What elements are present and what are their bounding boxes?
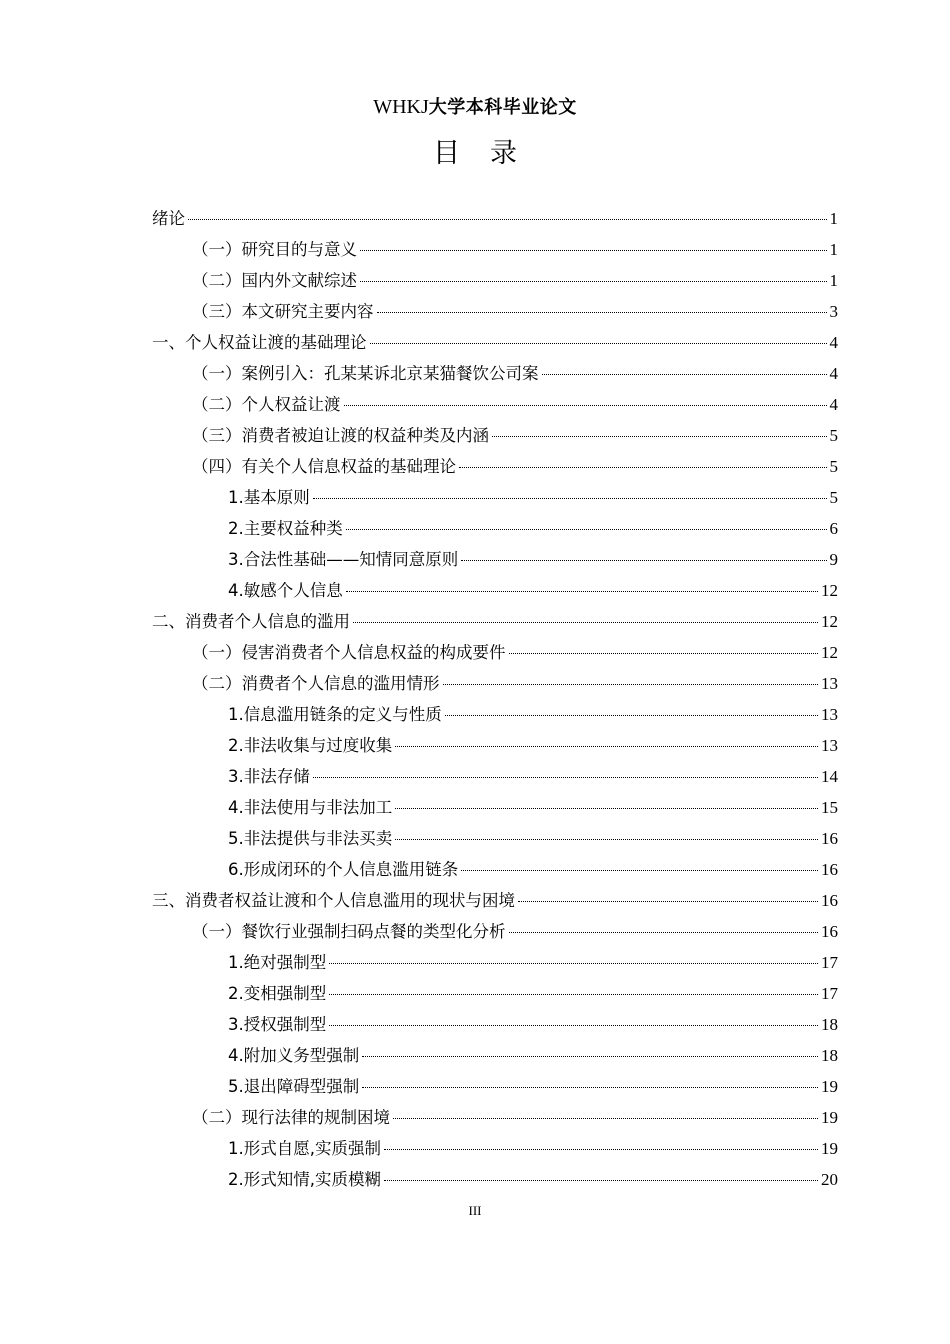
toc-entry-page: 17 (821, 953, 838, 972)
toc-entry[interactable] (152, 451, 838, 482)
toc-entry[interactable] (152, 1009, 838, 1040)
toc-entry-page: 15 (821, 798, 838, 817)
toc-entry[interactable] (152, 327, 838, 358)
dot-leader (370, 343, 827, 344)
table-of-contents (152, 203, 838, 1195)
toc-entry[interactable] (152, 947, 838, 978)
dot-leader (384, 1149, 818, 1150)
toc-entry[interactable] (152, 606, 838, 637)
toc-entry[interactable] (152, 513, 838, 544)
toc-entry[interactable] (152, 916, 838, 947)
toc-entry-title: 1.信息滥用链条的定义与性质 (228, 705, 442, 724)
toc-entry-title: （二）消费者个人信息的滥用情形 (192, 674, 440, 693)
toc-entry-page: 12 (821, 581, 838, 600)
dot-leader (445, 715, 818, 716)
toc-entry-title: 2.变相强制型 (228, 984, 327, 1003)
toc-entry-page: 16 (821, 860, 838, 879)
page-header (0, 94, 950, 121)
toc-entry-title: （一）研究目的与意义 (192, 240, 357, 259)
toc-entry[interactable] (152, 637, 838, 668)
toc-entry-title: 4.附加义务型强制 (228, 1046, 360, 1065)
header-school-code: WHKJ (373, 96, 429, 118)
toc-entry[interactable] (152, 420, 838, 451)
dot-leader (459, 467, 827, 468)
dot-leader (362, 1056, 818, 1057)
toc-entry-title: 2.非法收集与过度收集 (228, 736, 393, 755)
toc-entry-page: 3 (829, 302, 838, 321)
toc-entry-title: 三、消费者权益让渡和个人信息滥用的现状与困境 (152, 891, 515, 910)
dot-leader (329, 963, 818, 964)
toc-entry[interactable] (152, 761, 838, 792)
dot-leader (313, 498, 827, 499)
dot-leader (362, 1087, 818, 1088)
dot-leader (461, 560, 826, 561)
dot-leader (461, 870, 818, 871)
toc-entry-page: 20 (821, 1170, 838, 1189)
toc-entry[interactable] (152, 203, 838, 234)
dot-leader (395, 746, 818, 747)
toc-entry-title: （四）有关个人信息权益的基础理论 (192, 457, 456, 476)
toc-entry[interactable] (152, 234, 838, 265)
toc-entry[interactable] (152, 885, 838, 916)
toc-entry[interactable] (152, 389, 838, 420)
toc-entry[interactable] (152, 854, 838, 885)
dot-leader (329, 994, 818, 995)
dot-leader (360, 281, 827, 282)
toc-entry-page: 5 (829, 426, 838, 445)
toc-entry-page: 13 (821, 736, 838, 755)
toc-entry-title: 3.授权强制型 (228, 1015, 327, 1034)
toc-entry-title: 6.形成闭环的个人信息滥用链条 (228, 860, 459, 879)
toc-entry-title: 3.非法存储 (228, 767, 310, 786)
toc-entry-page: 1 (829, 271, 838, 290)
toc-entry-page: 9 (829, 550, 838, 569)
toc-entry-title: （三）消费者被迫让渡的权益种类及内涵 (192, 426, 489, 445)
toc-entry-page: 19 (821, 1077, 838, 1096)
toc-entry-title: 二、消费者个人信息的滥用 (152, 612, 350, 631)
toc-entry-page: 19 (821, 1139, 838, 1158)
toc-entry[interactable] (152, 575, 838, 606)
toc-entry-title: 2.形式知情,实质模糊 (228, 1170, 381, 1189)
toc-entry[interactable] (152, 482, 838, 513)
toc-entry-title: （二）现行法律的规制困境 (192, 1108, 390, 1127)
dot-leader (313, 777, 818, 778)
toc-entry[interactable] (152, 296, 838, 327)
toc-entry-title: （二）国内外文献综述 (192, 271, 357, 290)
toc-entry-page: 13 (821, 674, 838, 693)
toc-entry-page: 16 (821, 891, 838, 910)
toc-entry[interactable] (152, 978, 838, 1009)
toc-entry-title: 一、个人权益让渡的基础理论 (152, 333, 367, 352)
toc-entry[interactable] (152, 730, 838, 761)
dot-leader (329, 1025, 818, 1026)
toc-entry[interactable] (152, 358, 838, 389)
toc-entry-page: 14 (821, 767, 838, 786)
dot-leader (509, 653, 819, 654)
dot-leader (518, 901, 818, 902)
dot-leader (188, 219, 827, 220)
toc-entry-title: （一）案例引入：孔某某诉北京某猫餐饮公司案 (192, 364, 539, 383)
toc-entry[interactable] (152, 823, 838, 854)
dot-leader (360, 250, 827, 251)
dot-leader (443, 684, 819, 685)
toc-entry-page: 4 (829, 333, 838, 352)
toc-entry-title: （二）个人权益让渡 (192, 395, 341, 414)
toc-entry-title: 4.敏感个人信息 (228, 581, 343, 600)
toc-entry-page: 17 (821, 984, 838, 1003)
toc-entry-title: （一）餐饮行业强制扫码点餐的类型化分析 (192, 922, 506, 941)
toc-entry-title: 1.绝对强制型 (228, 953, 327, 972)
dot-leader (395, 808, 818, 809)
toc-entry-page: 1 (829, 240, 838, 259)
toc-entry-title: （三）本文研究主要内容 (192, 302, 374, 321)
toc-entry-title: 5.退出障碍型强制 (228, 1077, 360, 1096)
toc-entry-page: 5 (829, 488, 838, 507)
toc-entry-page: 16 (821, 829, 838, 848)
dot-leader (346, 591, 818, 592)
dot-leader (344, 405, 827, 406)
toc-entry[interactable] (152, 1040, 838, 1071)
toc-entry[interactable] (152, 544, 838, 575)
toc-entry-title: 1.形式自愿,实质强制 (228, 1139, 381, 1158)
toc-entry-title: 1.基本原则 (228, 488, 310, 507)
dot-leader (377, 312, 827, 313)
toc-entry-page: 12 (821, 612, 838, 631)
header-title: 大学本科毕业论文 (428, 97, 577, 118)
toc-entry-title: 5.非法提供与非法买卖 (228, 829, 393, 848)
dot-leader (393, 1118, 818, 1119)
toc-entry-page: 12 (821, 643, 838, 662)
toc-entry-page: 1 (829, 209, 838, 228)
toc-entry-page: 19 (821, 1108, 838, 1127)
toc-entry[interactable] (152, 668, 838, 699)
toc-entry-title: 3.合法性基础——知情同意原则 (228, 550, 459, 569)
toc-entry-page: 6 (829, 519, 838, 538)
dot-leader (509, 932, 819, 933)
dot-leader (395, 839, 818, 840)
toc-entry-title: 4.非法使用与非法加工 (228, 798, 393, 817)
toc-entry-page: 4 (829, 395, 838, 414)
dot-leader (346, 529, 827, 530)
toc-title: 目录 (433, 138, 547, 169)
dot-leader (542, 374, 827, 375)
toc-entry[interactable] (152, 1164, 838, 1195)
toc-entry-page: 18 (821, 1046, 838, 1065)
dot-leader (384, 1180, 818, 1181)
page-number: III (468, 1203, 482, 1218)
dot-leader (492, 436, 827, 437)
toc-entry[interactable] (152, 1071, 838, 1102)
toc-entry-page: 13 (821, 705, 838, 724)
toc-entry-page: 5 (829, 457, 838, 476)
toc-entry-title: 2.主要权益种类 (228, 519, 343, 538)
toc-entry[interactable] (152, 699, 838, 730)
toc-entry[interactable] (152, 1102, 838, 1133)
toc-entry[interactable] (152, 792, 838, 823)
toc-entry[interactable] (152, 1133, 838, 1164)
toc-entry-title: （一）侵害消费者个人信息权益的构成要件 (192, 643, 506, 662)
toc-entry[interactable] (152, 265, 838, 296)
toc-entry-page: 16 (821, 922, 838, 941)
toc-entry-title: 绪论 (152, 209, 185, 228)
toc-entry-page: 18 (821, 1015, 838, 1034)
toc-entry-page: 4 (829, 364, 838, 383)
dot-leader (353, 622, 818, 623)
